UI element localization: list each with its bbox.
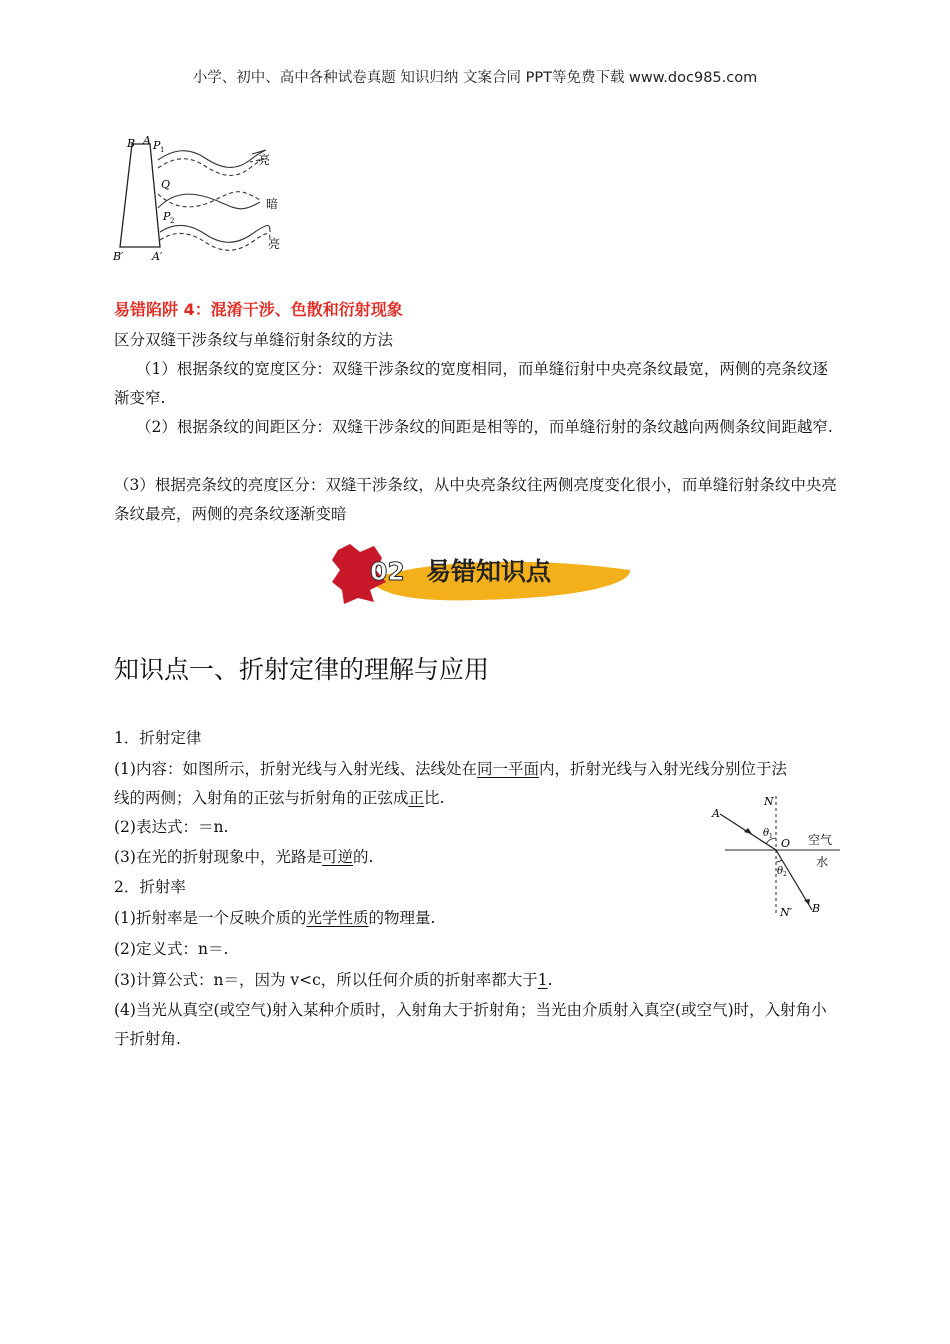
banner-number: 02 xyxy=(370,557,405,586)
content-3 xyxy=(114,843,373,872)
section-1-heading: 1．折射定律 xyxy=(114,729,202,747)
label-Aprime: A′ xyxy=(152,250,163,263)
label-water: 水 xyxy=(816,855,829,869)
trap-point-1: （1）根据条纹的宽度区分：双缝干涉条纹的宽度相同，而单缝衍射中央亮条纹最宽，两侧的亮条纹逐渐变窄. xyxy=(114,360,828,407)
refraction-figure xyxy=(700,788,845,928)
label-N: N xyxy=(764,795,774,808)
underlined-term: 正 xyxy=(408,789,425,807)
text: (3)在光的折射现象中，光路是 xyxy=(114,848,322,866)
label-theta2-sub: 2 xyxy=(783,871,787,878)
section-banner xyxy=(330,540,635,606)
label-theta2: θ xyxy=(777,866,784,877)
refracted-arrow xyxy=(804,899,810,905)
incident-arrow xyxy=(744,828,752,834)
section-2-heading: 2．折射率 xyxy=(114,878,186,896)
theta2-arc xyxy=(776,860,782,862)
label-air: 空气 xyxy=(808,833,833,847)
label-Q: Q xyxy=(161,178,171,191)
dark-wave-dashed xyxy=(158,192,260,207)
definition-3 xyxy=(114,966,553,995)
label-dark: 暗 xyxy=(266,197,279,211)
label-P2-sub: 2 xyxy=(170,217,175,225)
page-header: 小学、初中、高中各种试卷真题 知识归纳 文案合同 PPT等免费下载 www.doc985.com xyxy=(192,70,758,86)
content-2: (2)表达式：＝n. xyxy=(114,818,229,836)
underlined-term: 可逆 xyxy=(321,848,353,866)
text: 的物理量. xyxy=(368,909,436,927)
underlined-term: 光学性质 xyxy=(306,909,369,927)
content-1-line-2 xyxy=(114,784,444,813)
label-bright-2: 亮 xyxy=(268,237,281,251)
label-P1: P xyxy=(153,139,161,152)
definition-4: (4)当光从真空(或空气)射入某种介质时，入射角大于折射角；当光由介质射入真空(或空气)时，入射角小于折射角. xyxy=(114,1001,827,1048)
text: (1)内容：如图所示，折射光线与入射光线、法线处在 xyxy=(114,760,477,778)
label-B: B xyxy=(812,902,821,915)
label-P2: P xyxy=(163,210,171,223)
banner-text: 易错知识点 xyxy=(426,557,552,586)
text: 线的两侧；入射角的正弦与折射角的正弦成 xyxy=(114,789,409,807)
text: . xyxy=(547,971,553,989)
trap-point-2: （2）根据条纹的间距区分：双缝干涉条纹的间距是相等的，而单缝衍射的条纹越向两侧条纹间距越窄. xyxy=(136,418,833,436)
wedge-shape xyxy=(120,144,160,247)
underlined-term: 同一平面 xyxy=(476,760,539,778)
dark-wave-solid xyxy=(158,194,260,209)
label-A: A xyxy=(712,807,720,820)
label-theta1: θ xyxy=(763,828,770,839)
text: 的. xyxy=(352,848,374,866)
knowledge-point-title: 知识点一、折射定律的理解与应用 xyxy=(114,655,490,684)
text: 内，折射光线与入射光线分别位于法 xyxy=(538,760,787,778)
definition-1 xyxy=(114,904,435,933)
label-theta1-sub: 1 xyxy=(769,833,773,840)
bright-wave-1 xyxy=(158,150,266,167)
trap-title: 易错陷阱 4：混淆干涉、色散和衍射现象 xyxy=(114,300,403,319)
content-1-line-1 xyxy=(114,755,787,784)
text: 比. xyxy=(424,789,445,807)
label-bright-1: 亮 xyxy=(258,153,271,167)
text: (3)计算公式：n＝，因为 v<c，所以任何介质的折射率都大于 xyxy=(114,971,538,989)
trap-point-3: （3）根据亮条纹的亮度区分：双缝干涉条纹，从中央亮条纹往两侧亮度变化很小，而单缝衍射条纹中央亮条纹最亮，两侧的亮条纹逐渐变暗 xyxy=(114,476,837,523)
wedge-fringes-figure xyxy=(110,132,290,266)
label-B: B xyxy=(127,137,136,150)
text: (1)折射率是一个反映介质的 xyxy=(114,909,307,927)
label-A: A xyxy=(143,134,151,147)
label-P1-sub: 1 xyxy=(160,146,165,154)
definition-2: (2)定义式：n＝. xyxy=(114,940,229,958)
underlined-term: 1 xyxy=(537,971,548,989)
label-Nprime: N′ xyxy=(780,906,793,919)
label-Bprime: B′ xyxy=(113,250,124,263)
trap-intro: 区分双缝干涉条纹与单缝衍射条纹的方法 xyxy=(114,331,394,349)
bright-wave-2-dashed xyxy=(160,233,270,250)
label-O: O xyxy=(781,837,791,850)
